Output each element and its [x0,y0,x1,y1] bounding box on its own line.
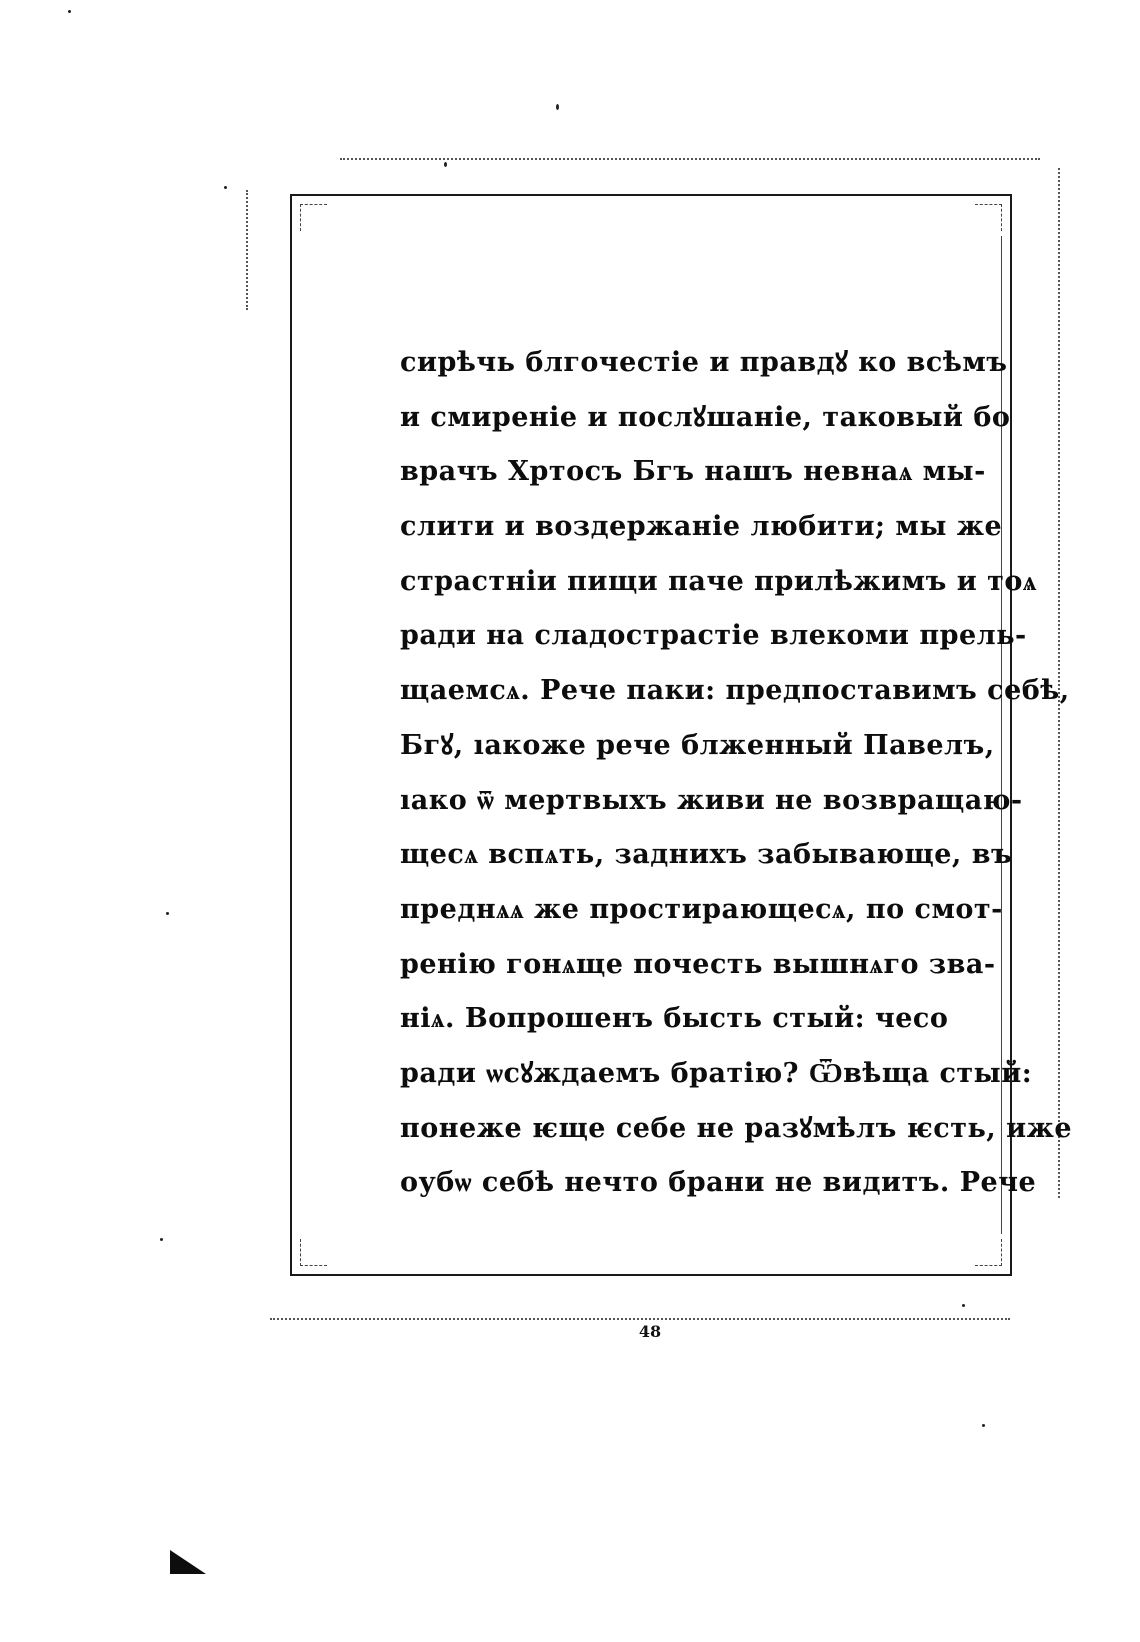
text-line: ради на сладострастіе влекоми прель- [400,620,1027,652]
text-line: щесѧ вспѧть, заднихъ забывающе, въ [400,839,1013,871]
text-line: страстніи пищи паче прилѣжимъ и тоѧ [400,565,1037,597]
speck [68,10,71,13]
page-number: 48 [638,1322,662,1341]
bottom-dotted-rule [270,1318,1010,1320]
frame-corner-ornament [975,1239,1002,1266]
top-dotted-rule [340,158,1040,160]
text-line: щаемсѧ. Рече паки: предпоставимъ себѣ, [400,675,1070,707]
speck [556,104,559,110]
speck [166,912,169,915]
text-line: Бгꙋ, ıакоже рече блженный Павелъ, [400,729,995,761]
text-line: понеже ѥще себе не разꙋмѣлъ ѥсть, иже [400,1112,1073,1144]
speck [224,186,227,189]
text-line: сирѣчь блгочестіе и правдꙋ ко всѣмъ [400,347,1008,378]
text-line: ради ѡсꙋждаемъ братію? Ѿвѣща стый: [400,1057,1033,1089]
text-line: оубѡ себѣ нечто брани не видитъ. Рече [400,1167,1037,1199]
text-line: и смиреніе и послꙋшаніе, таковый бо [400,401,1011,433]
frame-corner-ornament [300,1239,327,1266]
text-line: ıако ѿ мертвыхъ живи не возвращаю- [400,784,1023,816]
text-line: преднѧѧ же простирающесѧ, по смот- [400,893,1003,925]
page-corner-mark [170,1550,206,1574]
body-text [400,336,1073,1211]
frame-corner-ornament [975,204,1002,231]
speck [160,1238,163,1241]
left-dotted-rule [246,190,248,310]
frame-corner-ornament [300,204,327,231]
speck [444,162,447,167]
speck [962,1304,965,1307]
text-line: ніѧ. Вопрошенъ бысть стый: чесо [400,1003,949,1035]
text-line: слити и воздержаніе любити; мы же [400,511,1003,543]
text-line: врачъ Хртосъ Бгъ нашъ невнаѧ мы- [400,456,986,488]
text-line: ренію гонѧще почесть вышнѧго зва- [400,948,996,980]
speck [982,1424,985,1427]
